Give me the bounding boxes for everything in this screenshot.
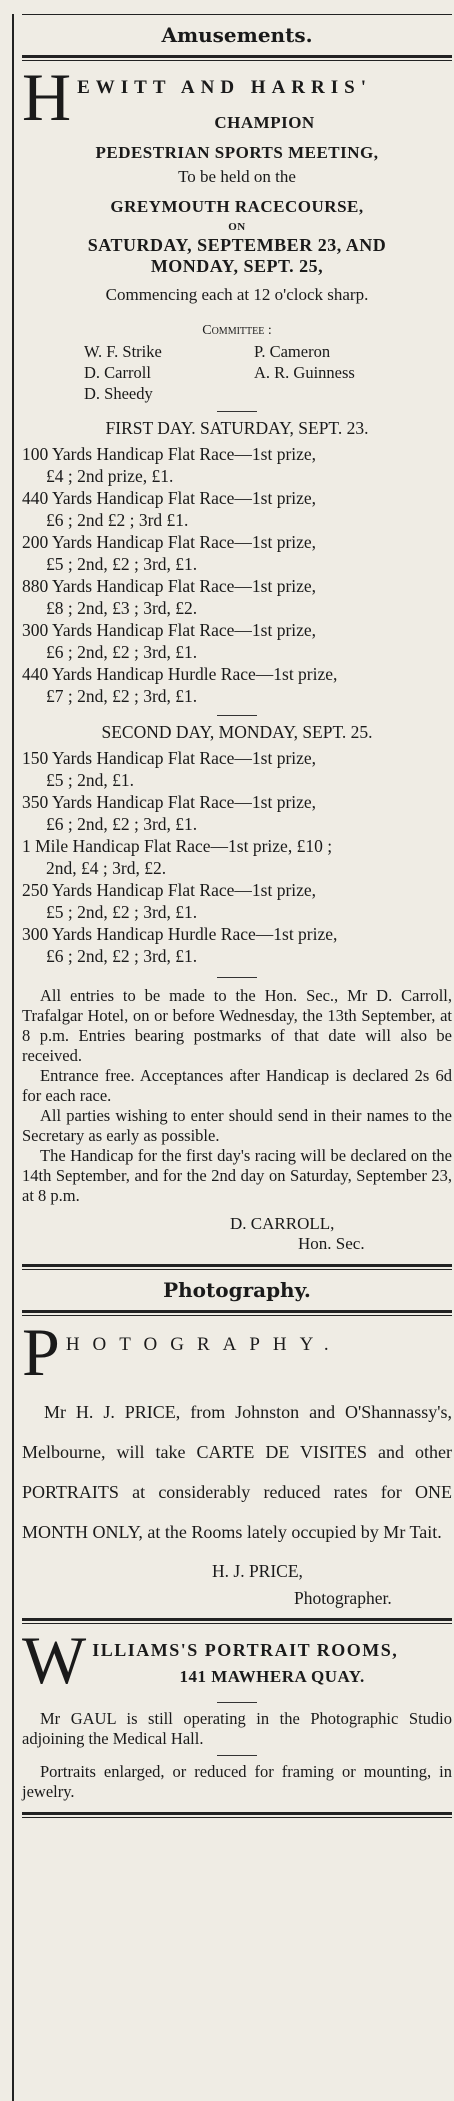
race-entry [22, 575, 452, 619]
ad1-commencing: Commencing each at 12 o'clock sharp. [105, 285, 369, 304]
race-description: 100 Yards Handicap Flat Race—1st prize, [22, 444, 317, 464]
ad-pedestrian-sports [22, 67, 452, 1254]
race-description: 300 Yards Handicap Flat Race—1st prize, [22, 620, 317, 640]
race-prizes: £5 ; 2nd, £2 ; 3rd, £1. [46, 554, 198, 574]
ad1-line4: To be held on the [178, 167, 296, 186]
ad1-line3: PEDESTRIAN SPORTS MEETING, [95, 143, 379, 162]
ad3-paragraph2: Portraits enlarged, or reduced for framing or mounting, in jewelry. [22, 1762, 452, 1801]
race-description: 350 Yards Handicap Flat Race—1st prize, [22, 792, 317, 812]
race-entry [22, 619, 452, 663]
section-rule [22, 1310, 452, 1316]
signature-name: D. CARROLL, [230, 1214, 335, 1233]
parties-paragraph: All parties wishing to enter should send in their names to the Secretary as early as possible. [22, 1106, 452, 1145]
race-entry [22, 487, 452, 531]
committee-label: Committee : [202, 323, 272, 338]
race-description: 150 Yards Handicap Flat Race—1st prize, [22, 748, 317, 768]
race-description: 1 Mile Handicap Flat Race—1st prize, £10 ; [22, 836, 333, 856]
divider [217, 411, 257, 412]
race-prizes: £6 ; 2nd, £2 ; 3rd, £1. [46, 642, 198, 662]
race-entry [22, 791, 452, 835]
race-prizes: £5 ; 2nd, £1. [46, 770, 134, 790]
race-prizes: £6 ; 2nd, £2 ; 3rd, £1. [46, 946, 198, 966]
race-entry [22, 923, 452, 967]
top-rule [22, 14, 452, 15]
ad1-champion: CHAMPION [214, 113, 315, 131]
section-heading-amusements: Amusements. [161, 23, 313, 47]
ad2-body: Mr H. J. PRICE, from Johnston and O'Shannassy's, Melbourne, will take CARTE DE VISITES and other PORTRAITS at considerably reduced rates for ONE MONTH ONLY, at the Rooms lately occupied by Mr Tait. [22, 1402, 452, 1542]
race-description: 250 Yards Handicap Flat Race—1st prize, [22, 880, 317, 900]
advertisement-column [22, 0, 452, 1824]
ad1-date1: SATURDAY, SEPTEMBER 23, AND [87, 235, 387, 255]
section-rule [22, 55, 452, 61]
race-description: 440 Yards Handicap Flat Race—1st prize, [22, 488, 317, 508]
race-prizes: £5 ; 2nd, £2 ; 3rd, £1. [46, 902, 198, 922]
ad1-title: EWITT AND HARRIS' [77, 77, 372, 98]
race-entry [22, 531, 452, 575]
race-entry [22, 747, 452, 791]
race-description: 440 Yards Handicap Hurdle Race—1st prize, [22, 664, 338, 684]
day1-title: FIRST DAY. SATURDAY, SEPT. 23. [105, 418, 369, 438]
divider [217, 1702, 257, 1703]
dropcap-p: P [22, 1322, 60, 1386]
ad2-signature-title: Photographer. [294, 1588, 392, 1608]
bottom-rule [22, 1812, 452, 1818]
committee-member: A. R. Guinness [254, 363, 355, 382]
divider [217, 715, 257, 716]
race-description: 300 Yards Handicap Hurdle Race—1st prize, [22, 924, 338, 944]
signature-title: Hon. Sec. [298, 1234, 365, 1253]
ad-photography [22, 1322, 452, 1610]
entries-paragraph: All entries to be made to the Hon. Sec., Mr D. Carroll, Trafalgar Hotel, on or before Wednesday, the 13th September, at 8 p.m. Entries bearing postmarks of that date will also be received. [22, 986, 452, 1065]
race-entry [22, 879, 452, 923]
race-entry [22, 835, 452, 879]
entrance-paragraph: Entrance free. Acceptances after Handicap is declared 2s 6d for each race. [22, 1066, 452, 1105]
race-description: 200 Yards Handicap Flat Race—1st prize, [22, 532, 317, 552]
ad-rule [22, 1264, 452, 1270]
ad1-date2: MONDAY, SEPT. 25, [150, 256, 324, 276]
race-entry [22, 663, 452, 707]
committee-member: P. Cameron [254, 342, 331, 361]
race-prizes: 2nd, £4 ; 3rd, £2. [46, 858, 167, 878]
race-prizes: £6 ; 2nd, £2 ; 3rd, £1. [46, 814, 198, 834]
race-prizes: £6 ; 2nd £2 ; 3rd £1. [46, 510, 189, 530]
ad3-paragraph1: Mr GAUL is still operating in the Photographic Studio adjoining the Medical Hall. [22, 1709, 452, 1748]
ad2-title: HOTOGRAPHY. [65, 1334, 342, 1355]
ad1-racecourse: GREYMOUTH RACECOURSE, [110, 197, 364, 216]
race-description: 880 Yards Handicap Flat Race—1st prize, [22, 576, 317, 596]
dropcap-h: H [22, 67, 72, 131]
ad-williams-portrait-rooms [22, 1630, 452, 1802]
day1-races [22, 443, 452, 707]
ad-rule [22, 1618, 452, 1624]
handicap-paragraph: The Handicap for the first day's racing will be declared on the 14th September, and for the 2nd day on Saturday, September 23, at 8 p.m. [22, 1146, 452, 1205]
ad3-address: 141 MAWHERA QUAY. [179, 1667, 365, 1686]
committee-member: W. F. Strike [84, 342, 162, 361]
divider [217, 977, 257, 978]
race-prizes: £4 ; 2nd prize, £1. [46, 466, 174, 486]
race-entry [22, 443, 452, 487]
race-prizes: £7 ; 2nd, £2 ; 3rd, £1. [46, 686, 198, 706]
day2-title: SECOND DAY, MONDAY, SEPT. 25. [101, 722, 373, 742]
ad3-title: ILLIAMS'S PORTRAIT ROOMS, [92, 1640, 399, 1660]
dropcap-w: W [22, 1630, 87, 1694]
ad2-signature-name: H. J. PRICE, [212, 1561, 303, 1581]
divider [217, 1755, 257, 1756]
day2-races [22, 747, 452, 967]
section-heading-photography: Photography. [163, 1278, 311, 1302]
committee-member: D. Carroll [84, 363, 151, 382]
column-rule [12, 14, 14, 2101]
committee-member: D. Sheedy [84, 384, 153, 403]
race-prizes: £8 ; 2nd, £3 ; 3rd, £2. [46, 598, 198, 618]
committee-list [22, 341, 452, 407]
ad1-on: ON [228, 221, 246, 233]
